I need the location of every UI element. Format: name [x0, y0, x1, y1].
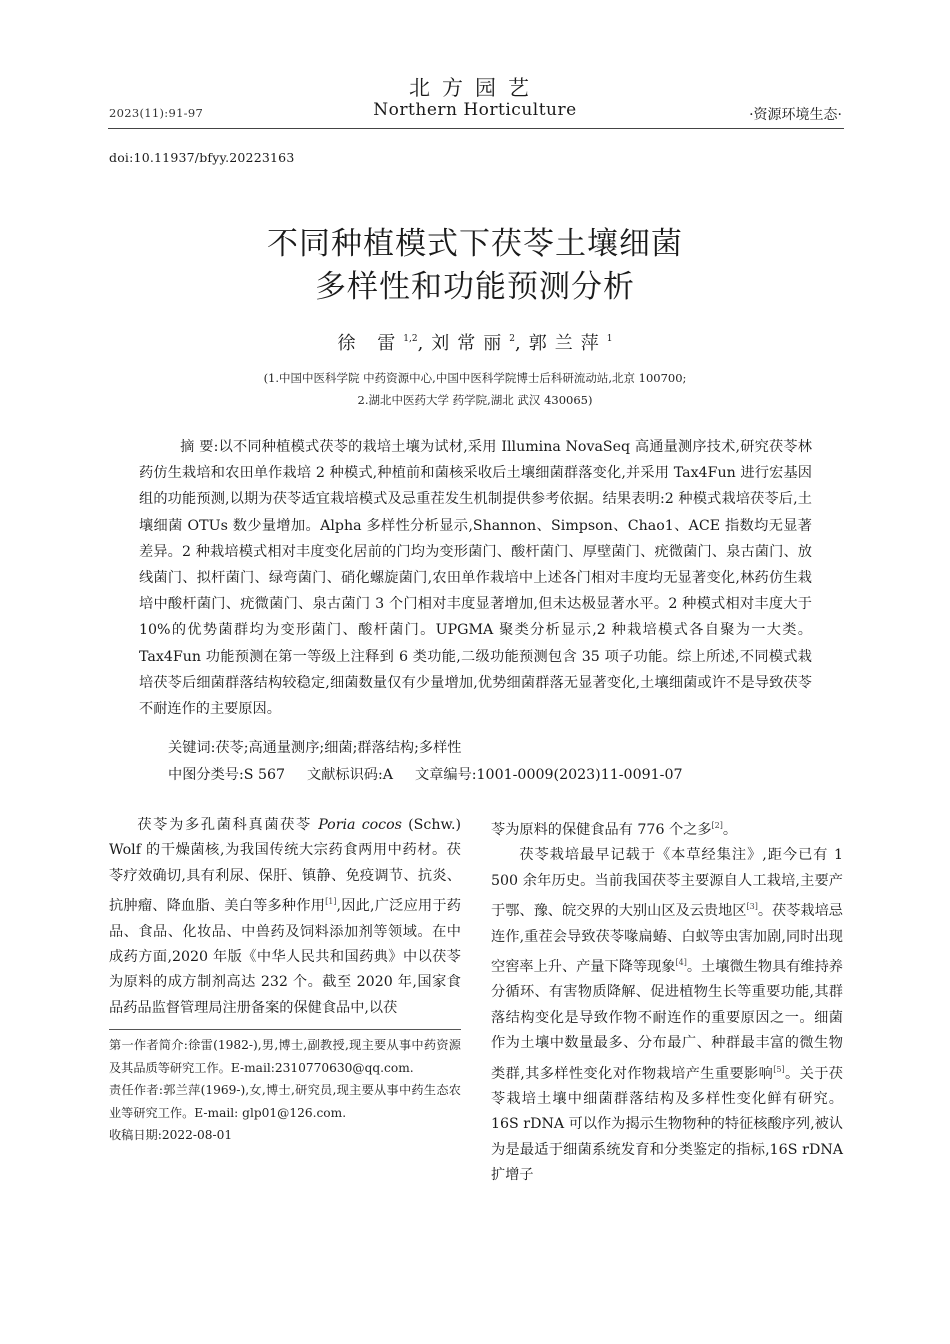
author-list: 徐 雷$^{1,2}$,刘常丽$^2$,郭兰萍$^1$ [337, 333, 613, 354]
body-text: 茯苓为多孔菌科真菌茯苓 [137, 817, 319, 833]
keywords [168, 737, 461, 757]
doi: doi:10.11937/bfyy.20223163 [109, 150, 295, 165]
body-text: 。茯苓栽培忌连作,重茬会导致茯苓喙扁蝽、白蚁等虫害加剧,同时出现空窖率上升、产量下降等现象 [491, 903, 843, 976]
body-text: 。关于茯苓栽培土壤中细菌群落结构及多样性变化鲜有研究。16S rDNA 可以作为揭示生物物种的特征核酸序列,被认为是最适于细菌系统发育和分类鉴定的指标,16S rDNA 扩增子 [491, 1065, 843, 1184]
article-title-line1: 不同种植模式下茯苓土壤细菌 [267, 226, 683, 262]
classification-line [168, 764, 705, 784]
journal-title-cn: 北方园艺 [409, 76, 541, 100]
corresponding-author-note: 责任作者:郭兰萍(1969-),女,博士,研究员,现主要从事中药生态农业等研究工作。E-mail: glp01@126.com. [109, 1083, 461, 1120]
body-text: 苓为原料的保健食品有 776 个之多 [491, 822, 712, 838]
clc-number: 中图分类号:S 567 [168, 767, 286, 783]
first-author-note: 第一作者简介:徐雷(1982-),男,博士,副教授,现主要从事中药资源及其品质等研究工作。E-mail:2310770630@qq.com. [109, 1038, 461, 1075]
received-date: 收稿日期:2022-08-01 [109, 1128, 233, 1142]
abstract [139, 434, 812, 722]
author-3: 郭兰萍 [528, 333, 607, 354]
author-1: 徐 雷 [337, 333, 404, 354]
author-2-affil: 2 [509, 334, 516, 344]
body-text: 。 [722, 822, 738, 838]
keywords-text: 茯苓;高通量测序;细菌;群落结构;多样性 [215, 740, 462, 756]
document-code: 文献标识码:A [307, 767, 393, 783]
footnote-rule [109, 1029, 461, 1030]
body-left-column [109, 813, 461, 1021]
citation-2[interactable]: [2] [711, 821, 723, 830]
abstract-text: 以不同种植模式茯苓的栽培土壤为试材,采用 Illumina NovaSeq 高通量测序技术,研究茯苓林药仿生栽培和农田单作栽培 2 种模式,种植前和菌核采收后土壤细菌群落变化,并采用 Tax4Fun 进行宏基因组的功能预测,以期为茯苓适宜栽培模式及忌重茬发生机制提供参考依据。结果表明:2 种模式栽培茯苓后,土壤细菌 OTUs 数少量增加。Alpha 多样性分析显示,Shannon、Simpson、Chao1、ACE 指数均无显著差异。2 种栽培模式相对丰度变化居前的门均为变形菌门、酸杆菌门、厚壁菌门、疣微菌门、泉古菌门、放线菌门、拟杆菌门、绿弯菌门、硝化螺旋菌门,农田单作栽培中上述各门相对丰度均无显著变化,林药仿生栽培中酸杆菌门、疣微菌门、泉古菌门 3 个门相对丰度显著增加,但未达极显著水平。2 种模式相对丰度大于 10%的优势菌群均为变形菌门、酸杆菌门。UPGMA 聚类分析显示,2 种栽培模式各自聚为一大类。Tax4Fun 功能预测在第一等级上注释到 6 类功能,二级功能预测包含 35 项子功能。综上所述,不同模式栽培茯苓后细菌群落结构较稳定,细菌数量仅有少量增加,优势细菌群落无显著变化,土壤细菌或许不是导致茯苓不耐连作的主要原因。 [139, 439, 812, 718]
footnotes [109, 1034, 461, 1147]
body-text: 茯苓栽培最早记载于《本草经集注》,距今已有 1 500 余年历史。当前我国茯苓主要源自人工栽培,主要产于鄂、豫、皖交界的大别山区及云贵地区 [491, 847, 843, 920]
keywords-label: 关键词: [168, 740, 216, 756]
issue-pages: 2023(11):91-97 [109, 106, 204, 120]
citation-1[interactable]: [1] [325, 897, 337, 907]
article-number: 文章编号:1001-0009(2023)11-0091-07 [415, 767, 683, 783]
journal-title-en: Northern Horticulture [373, 100, 577, 120]
abstract-label: 摘 要: [180, 439, 219, 455]
body-paragraph [109, 813, 461, 1021]
body-paragraph [491, 843, 843, 1188]
species-name: Poria cocos [318, 817, 402, 833]
body-text: 。土壤微生物具有维持养分循环、有害物质降解、促进植物生长等重要功能,其群落结构变化是导致作物不耐连作的重要原因之一。细菌作为土壤中数量最多、分布最广、种群最丰富的微生物类群,其多样性变化对作物栽培产生重要影响 [491, 959, 843, 1082]
body-text: ,因此,广泛应用于药品、食品、化妆品、中兽药及饲料添加剂等领域。在中成药方面,2020 年版《中华人民共和国药典》中以茯苓为原料的成方制剂高达 232 个。截至 2020 年,国家食品药品监督管理局注册备案的保健食品中,以茯 [109, 898, 461, 1016]
body-paragraph [491, 813, 843, 843]
author-1-affil: 1,2 [403, 334, 418, 344]
header-rule [108, 128, 844, 129]
section-label: ·资源环境生态· [749, 107, 842, 123]
affiliation-1: (1.中国中医科学院 中药资源中心,中国中医科学院博士后科研流动站,北京 100700; [263, 371, 687, 385]
citation-5[interactable]: [5] [773, 1064, 785, 1074]
affiliation-2: 2.湖北中医药大学 药学院,湖北 武汉 430065) [357, 393, 593, 407]
body-text: (Schw.) Wolf 的干燥菌核,为我国传统大宗药食两用中药材。茯苓疗效确切,具有利尿、保肝、镇静、免疫调节、抗炎、抗肿瘤、降血脂、美白等多种作用 [109, 817, 461, 915]
author-2: 刘常丽 [431, 333, 510, 354]
citation-4[interactable]: [4] [675, 958, 687, 968]
body-right-column [491, 813, 843, 1189]
citation-3[interactable]: [3] [746, 902, 758, 912]
article-title-line2: 多样性和功能预测分析 [315, 269, 635, 305]
author-3-affil: 1 [606, 334, 613, 344]
